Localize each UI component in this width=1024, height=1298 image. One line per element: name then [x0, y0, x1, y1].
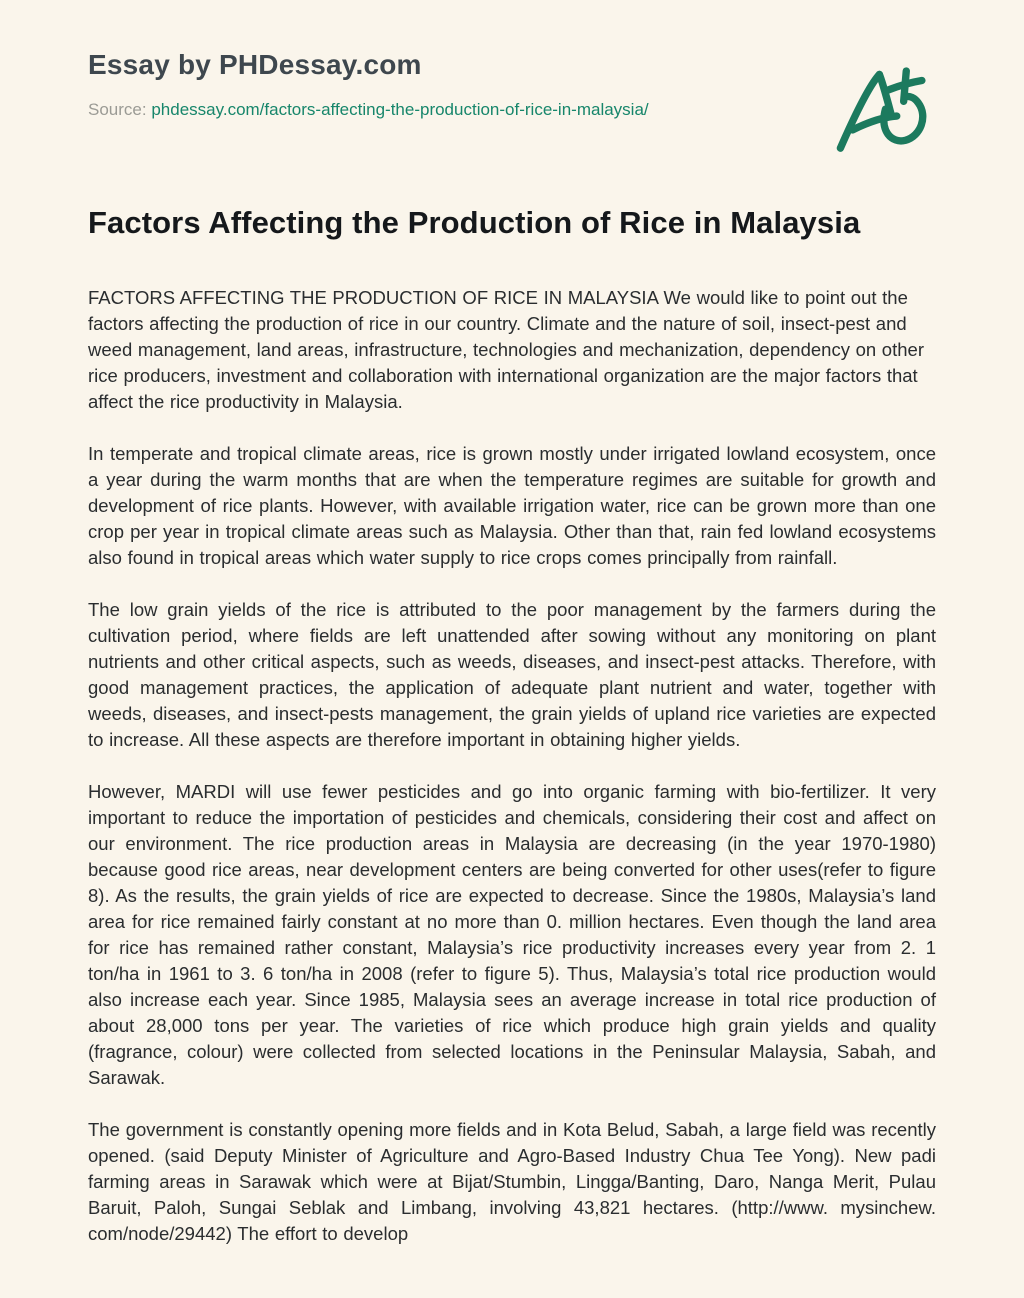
paragraph-2: In temperate and tropical climate areas, rice is grown mostly under irrigated lowland ecosystem, once a year during the warm months that are when the temperature regimes are suitable for growth and development of rice plants. However, with available irrigation water, rice can be grown more than one crop per year in tropical climate areas such as Malaysia. Other than that, rain fed lowland ecosystems also found in tropical areas which water supply to rice crops comes principally from rainfall.: [88, 443, 936, 568]
document-title: Factors Affecting the Production of Rice in Malaysia: [88, 205, 861, 240]
page-header: [88, 48, 936, 171]
source-label: Source:: [88, 100, 147, 119]
source-line: [88, 99, 649, 121]
a-plus-logo-icon: [830, 54, 934, 171]
paragraph-4: However, MARDI will use fewer pesticides and go into organic farming with bio-fertilizer. It very important to reduce the importation of pesticides and chemicals, considering their cost and affect on our environment. The rice production areas in Malaysia are decreasing (in the year 1970-1980) because good rice areas, near development centers are being converted for other uses(refer to figure 8). As the results, the grain yields of rice are expected to decrease. Since the 1980s, Malaysia’s land area for rice remained fairly constant at no more than 0. million hectares. Even though the land area for rice has remained rather constant, Malaysia’s rice productivity increases every year from 2. 1 ton/ha in 1961 to 3. 6 ton/ha in 2008 (refer to figure 5). Thus, Malaysia’s total rice production would also increase each year. Since 1985, Malaysia sees an average increase in total rice production of about 28,000 tons per year. The varieties of rice which produce high grain yields and quality (fragrance, colour) were collected from selected locations in the Peninsular Malaysia, Sabah, and Sarawak.: [88, 781, 936, 1088]
paragraph-5: The government is constantly opening more fields and in Kota Belud, Sabah, a large field was recently opened. (said Deputy Minister of Agriculture and Agro-Based Industry Chua Tee Yong). New padi farming areas in Sarawak which were at Bijat/Stumbin, Lingga/Banting, Daro, Nanga Merit, Pulau Baruit, Paloh, Sungai Seblak and Limbang, involving 43,821 hectares. (http://www. mysinchew. com/node/29442) The effort to develop: [88, 1119, 936, 1244]
paragraph-3: The low grain yields of the rice is attributed to the poor management by the farmers during the cultivation period, where fields are left unattended after sowing without any monitoring on plant nutrients and other critical aspects, such as weeds, diseases, and insect-pest attacks. Therefore, with good management practices, the application of adequate plant nutrient and water, together with weeds, diseases, and insect-pests management, the grain yields of upland rice varieties are expected to increase. All these aspects are therefore important in obtaining higher yields.: [88, 599, 936, 750]
source-link[interactable]: phdessay.com/factors-affecting-the-production-of-rice-in-malaysia/: [151, 100, 649, 119]
paragraph-1: FACTORS AFFECTING THE PRODUCTION OF RICE IN MALAYSIA We would like to point out the factors affecting the production of rice in our country. Climate and the nature of soil, insect-pest and weed management, land areas, infrastructure, technologies and mechanization, dependency on other rice producers, investment and collaboration with international organization are the major factors that affect the rice productivity in Malaysia.: [88, 287, 924, 412]
document-body: [88, 285, 936, 1247]
header-text-block: [88, 48, 649, 121]
site-title: Essay by PHDessay.com: [88, 49, 422, 80]
